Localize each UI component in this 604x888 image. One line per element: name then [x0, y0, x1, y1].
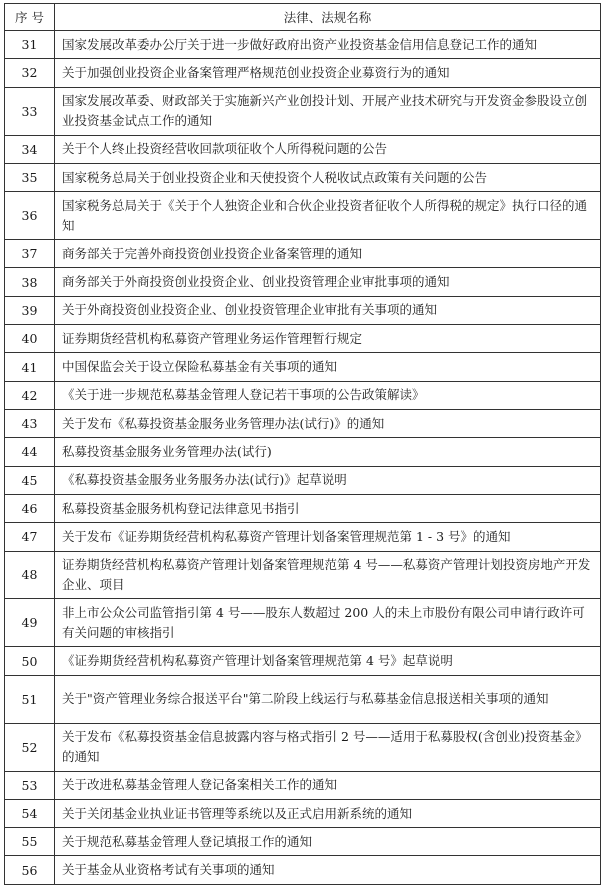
table-row [5, 723, 601, 771]
row-number: 37 [5, 240, 55, 268]
row-number: 55 [5, 828, 55, 856]
row-number: 45 [5, 466, 55, 494]
row-number: 40 [5, 325, 55, 353]
law-title: 国家发展改革委办公厅关于进一步做好政府出资产业投资基金信用信息登记工作的通知 [55, 31, 601, 59]
row-number: 48 [5, 551, 55, 599]
row-number: 47 [5, 523, 55, 551]
row-number: 41 [5, 353, 55, 381]
row-number: 49 [5, 599, 55, 647]
table-row [5, 771, 601, 799]
table-row [5, 381, 601, 409]
index-column-header: 序 号 [5, 4, 55, 31]
law-title: 中国保监会关于设立保险私募基金有关事项的通知 [55, 353, 601, 381]
law-title: 国家税务总局关于创业投资企业和天使投资个人税收试点政策有关问题的公告 [55, 163, 601, 191]
law-title: 商务部关于完善外商投资创业投资企业备案管理的通知 [55, 240, 601, 268]
law-title: 国家税务总局关于《关于个人独资企业和合伙企业投资者征收个人所得税的规定》执行口径的通知 [55, 192, 601, 240]
row-number: 38 [5, 268, 55, 296]
table-row [5, 59, 601, 87]
row-number: 35 [5, 163, 55, 191]
row-number: 31 [5, 31, 55, 59]
row-number: 53 [5, 771, 55, 799]
table-row [5, 31, 601, 59]
law-title: 《私募投资基金服务业务服务办法(试行)》起草说明 [55, 466, 601, 494]
law-title: 《关于进一步规范私募基金管理人登记若干事项的公告政策解读》 [55, 381, 601, 409]
laws-table [4, 3, 601, 885]
table-row [5, 409, 601, 437]
row-number: 36 [5, 192, 55, 240]
law-title: 关于改进私募基金管理人登记备案相关工作的通知 [55, 771, 601, 799]
table-row [5, 268, 601, 296]
table-row [5, 599, 601, 647]
table-row [5, 192, 601, 240]
law-title: 国家发展改革委、财政部关于实施新兴产业创投计划、开展产业技术研究与开发资金参股设立创业投资基金试点工作的通知 [55, 87, 601, 135]
law-title: 证券期货经营机构私募资产管理计划备案管理规范第 4 号——私募资产管理计划投资房地产开发企业、项目 [55, 551, 601, 599]
table-row [5, 135, 601, 163]
row-number: 42 [5, 381, 55, 409]
table-row [5, 647, 601, 675]
table-row [5, 325, 601, 353]
row-number: 32 [5, 59, 55, 87]
row-number: 54 [5, 799, 55, 827]
row-number: 50 [5, 647, 55, 675]
law-title: 私募投资基金服务业务管理办法(试行) [55, 438, 601, 466]
law-title: 关于规范私募基金管理人登记填报工作的通知 [55, 828, 601, 856]
law-title: 商务部关于外商投资创业投资企业、创业投资管理企业审批事项的通知 [55, 268, 601, 296]
row-number: 51 [5, 675, 55, 723]
table-row [5, 163, 601, 191]
title-column-header: 法律、法规名称 [55, 4, 601, 31]
law-title: 关于个人终止投资经营收回款项征收个人所得税问题的公告 [55, 135, 601, 163]
law-title: 私募投资基金服务机构登记法律意见书指引 [55, 494, 601, 522]
table-row [5, 240, 601, 268]
row-number: 52 [5, 723, 55, 771]
table-row [5, 494, 601, 522]
table-row [5, 466, 601, 494]
law-title: 关于发布《私募投资基金服务业务管理办法(试行)》的通知 [55, 409, 601, 437]
row-number: 34 [5, 135, 55, 163]
table-row [5, 828, 601, 856]
row-number: 39 [5, 296, 55, 324]
table-row [5, 438, 601, 466]
law-title: 非上市公众公司监管指引第 4 号——股东人数超过 200 人的未上市股份有限公司申请行政许可有关问题的审核指引 [55, 599, 601, 647]
law-title: 关于发布《证券期货经营机构私募资产管理计划备案管理规范第 1 - 3 号》的通知 [55, 523, 601, 551]
table-row [5, 675, 601, 723]
table-row [5, 523, 601, 551]
law-title: 《证券期货经营机构私募资产管理计划备案管理规范第 4 号》起草说明 [55, 647, 601, 675]
law-title: 关于基金从业资格考试有关事项的通知 [55, 856, 601, 885]
table-row [5, 551, 601, 599]
table-row [5, 856, 601, 885]
table-row [5, 87, 601, 135]
table-row [5, 799, 601, 827]
law-title: 关于加强创业投资企业备案管理严格规范创业投资企业募资行为的通知 [55, 59, 601, 87]
row-number: 33 [5, 87, 55, 135]
row-number: 56 [5, 856, 55, 885]
table-row [5, 353, 601, 381]
row-number: 46 [5, 494, 55, 522]
table-row [5, 296, 601, 324]
law-title: 关于发布《私募投资基金信息披露内容与格式指引 2 号——适用于私募股权(含创业)投资基金》的通知 [55, 723, 601, 771]
law-title: 证券期货经营机构私募资产管理业务运作管理暂行规定 [55, 325, 601, 353]
law-title: 关于"资产管理业务综合报送平台"第二阶段上线运行与私募基金信息报送相关事项的通知 [55, 675, 601, 723]
row-number: 44 [5, 438, 55, 466]
law-title: 关于外商投资创业投资企业、创业投资管理企业审批有关事项的通知 [55, 296, 601, 324]
row-number: 43 [5, 409, 55, 437]
table-header-row [5, 4, 601, 31]
law-title: 关于关闭基金业执业证书管理等系统以及正式启用新系统的通知 [55, 799, 601, 827]
